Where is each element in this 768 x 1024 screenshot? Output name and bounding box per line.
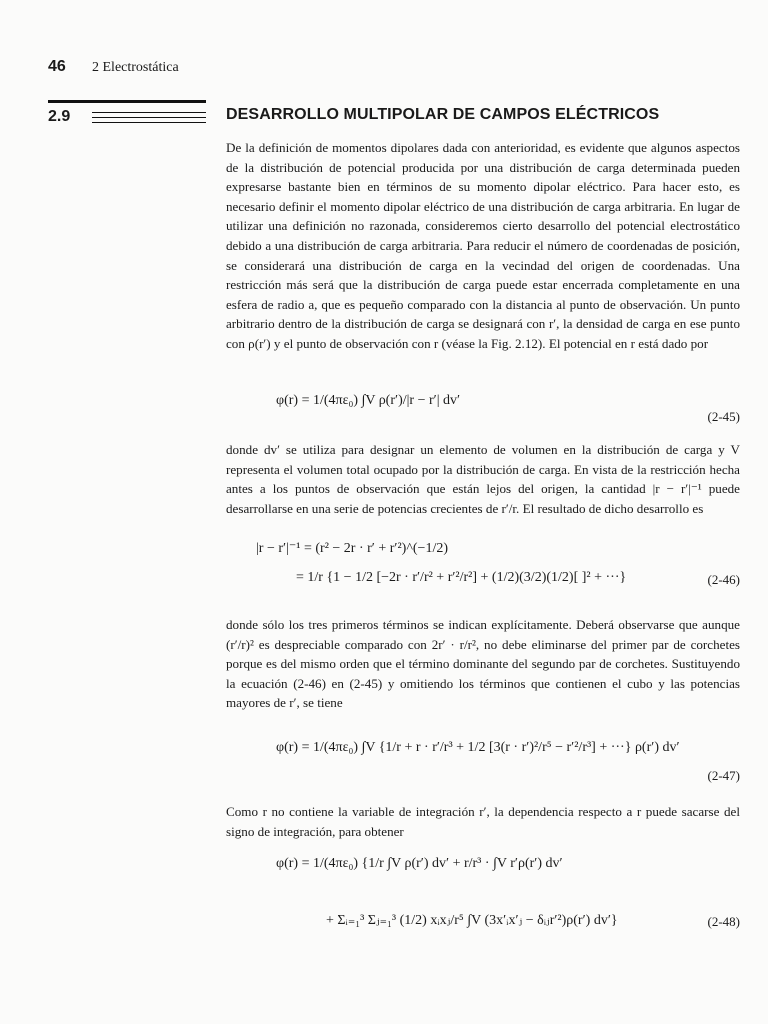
equation-number: (2-47) bbox=[707, 768, 740, 783]
section-rule-3 bbox=[92, 122, 206, 123]
equation-2-47 bbox=[226, 738, 740, 796]
paragraph-3: donde sólo los tres primeros términos se indican explícitamente. Deberá observarse que aunque (r′/r)² es despreciable comparado con 2r′ · r/r², no debe eliminarse del primer par de corchetes porque es del mismo orden que el término dominante del segundo par de corchetes. Sustituyendo la ecuación (2-46) en (2-45) y omitiendo los términos que contienen el cubo y las potencias mayores de r′, se tiene bbox=[226, 617, 740, 711]
equation-2-46-line-2: = 1/r {1 − 1/2 [−2r · r′/r² + r′²/r²] + (1/2)(3/2)(1/2)[ ]² + ···} bbox=[296, 570, 627, 585]
equation-number: (2-45) bbox=[707, 409, 740, 424]
paragraph-2: donde dv′ se utiliza para designar un elemento de volumen en la distribución de carga y V representa el volumen total ocupado por la distribución de carga. En vista de la restricción hecha antes a los puntos de observación que están lejos del origen, la cantidad |r − r′|⁻¹ puede desarrollarse en una serie de potencias crecientes de r′/r. El resultado de dicho desarrollo es bbox=[226, 442, 740, 516]
equation-2-48-line-2: + Σᵢ₌₁³ Σⱼ₌₁³ (1/2) xᵢxⱼ/r⁵ ∫V (3x′ᵢx′ⱼ − δᵢⱼr′²)ρ(r′) dv′} bbox=[326, 913, 618, 928]
equation-number: (2-46) bbox=[707, 572, 740, 587]
equation-2-45 bbox=[226, 393, 740, 443]
equation-2-48-line-1: φ(r) = 1/(4πε₀) {1/r ∫V ρ(r′) dv′ + r/r³ · ∫V r′ρ(r′) dv′ bbox=[276, 856, 563, 871]
section-number: 2.9 bbox=[48, 108, 71, 125]
page-number: 46 bbox=[48, 58, 66, 75]
paragraph-1: De la definición de momentos dipolares dada con anterioridad, es evidente que algunos aspectos de la distribución de potencial producida por una distribución de carga determinada pueden expresarse bastante bien en términos de su momento dipolar eléctrico. Para hacer esto, es necesario definir el momento dipolar eléctrico de una distribución de carga arbitraria. En lugar de utilizar una definición no razonada, consideremos cierto desarrollo del potencial electrostático debido a una distribución de carga arbitraria. Para reducir el número de coordenadas de posición, se considerará una distribución de carga en la vecindad del origen de coordenadas. Una restricción más será que la distribución de carga puede estar encerrada completamente en una esfera de radio a, que es pequeño comparado con la distancia al punto de observación. Un punto arbitrario dentro de la distribución de carga se designará con r′, la densidad de carga en ese punto con ρ(r′) y el punto de observación con r (véase la Fig. 2.12). El potencial en r está dado por bbox=[226, 140, 740, 351]
section-title: DESARROLLO MULTIPOLAR DE CAMPOS ELÉCTRICOS bbox=[226, 106, 660, 123]
equation-2-46-line-1: |r − r′|⁻¹ = (r² − 2r · r′ + r′²)^(−1/2) bbox=[256, 541, 448, 556]
equation-number: (2-48) bbox=[707, 914, 740, 929]
equation-2-46 bbox=[226, 540, 740, 608]
paragraph-4: Como r no contiene la variable de integración r′, la dependencia respecto a r puede sacarse del signo de integración, para obtener bbox=[226, 804, 740, 839]
section-rule-1 bbox=[92, 112, 206, 113]
section-rule-top bbox=[48, 100, 206, 103]
section-rule-2 bbox=[92, 117, 206, 118]
equation-2-47-math: φ(r) = 1/(4πε₀) ∫V {1/r + r · r′/r³ + 1/2 [3(r · r′)²/r⁵ − r′²/r³] + ···} ρ(r′) dv′ bbox=[276, 740, 680, 755]
equation-2-48 bbox=[226, 850, 740, 960]
running-head: 2 Electrostática bbox=[92, 60, 179, 75]
equation-2-45-math: φ(r) = 1/(4πε₀) ∫V ρ(r′)/|r − r′| dv′ bbox=[276, 393, 461, 408]
